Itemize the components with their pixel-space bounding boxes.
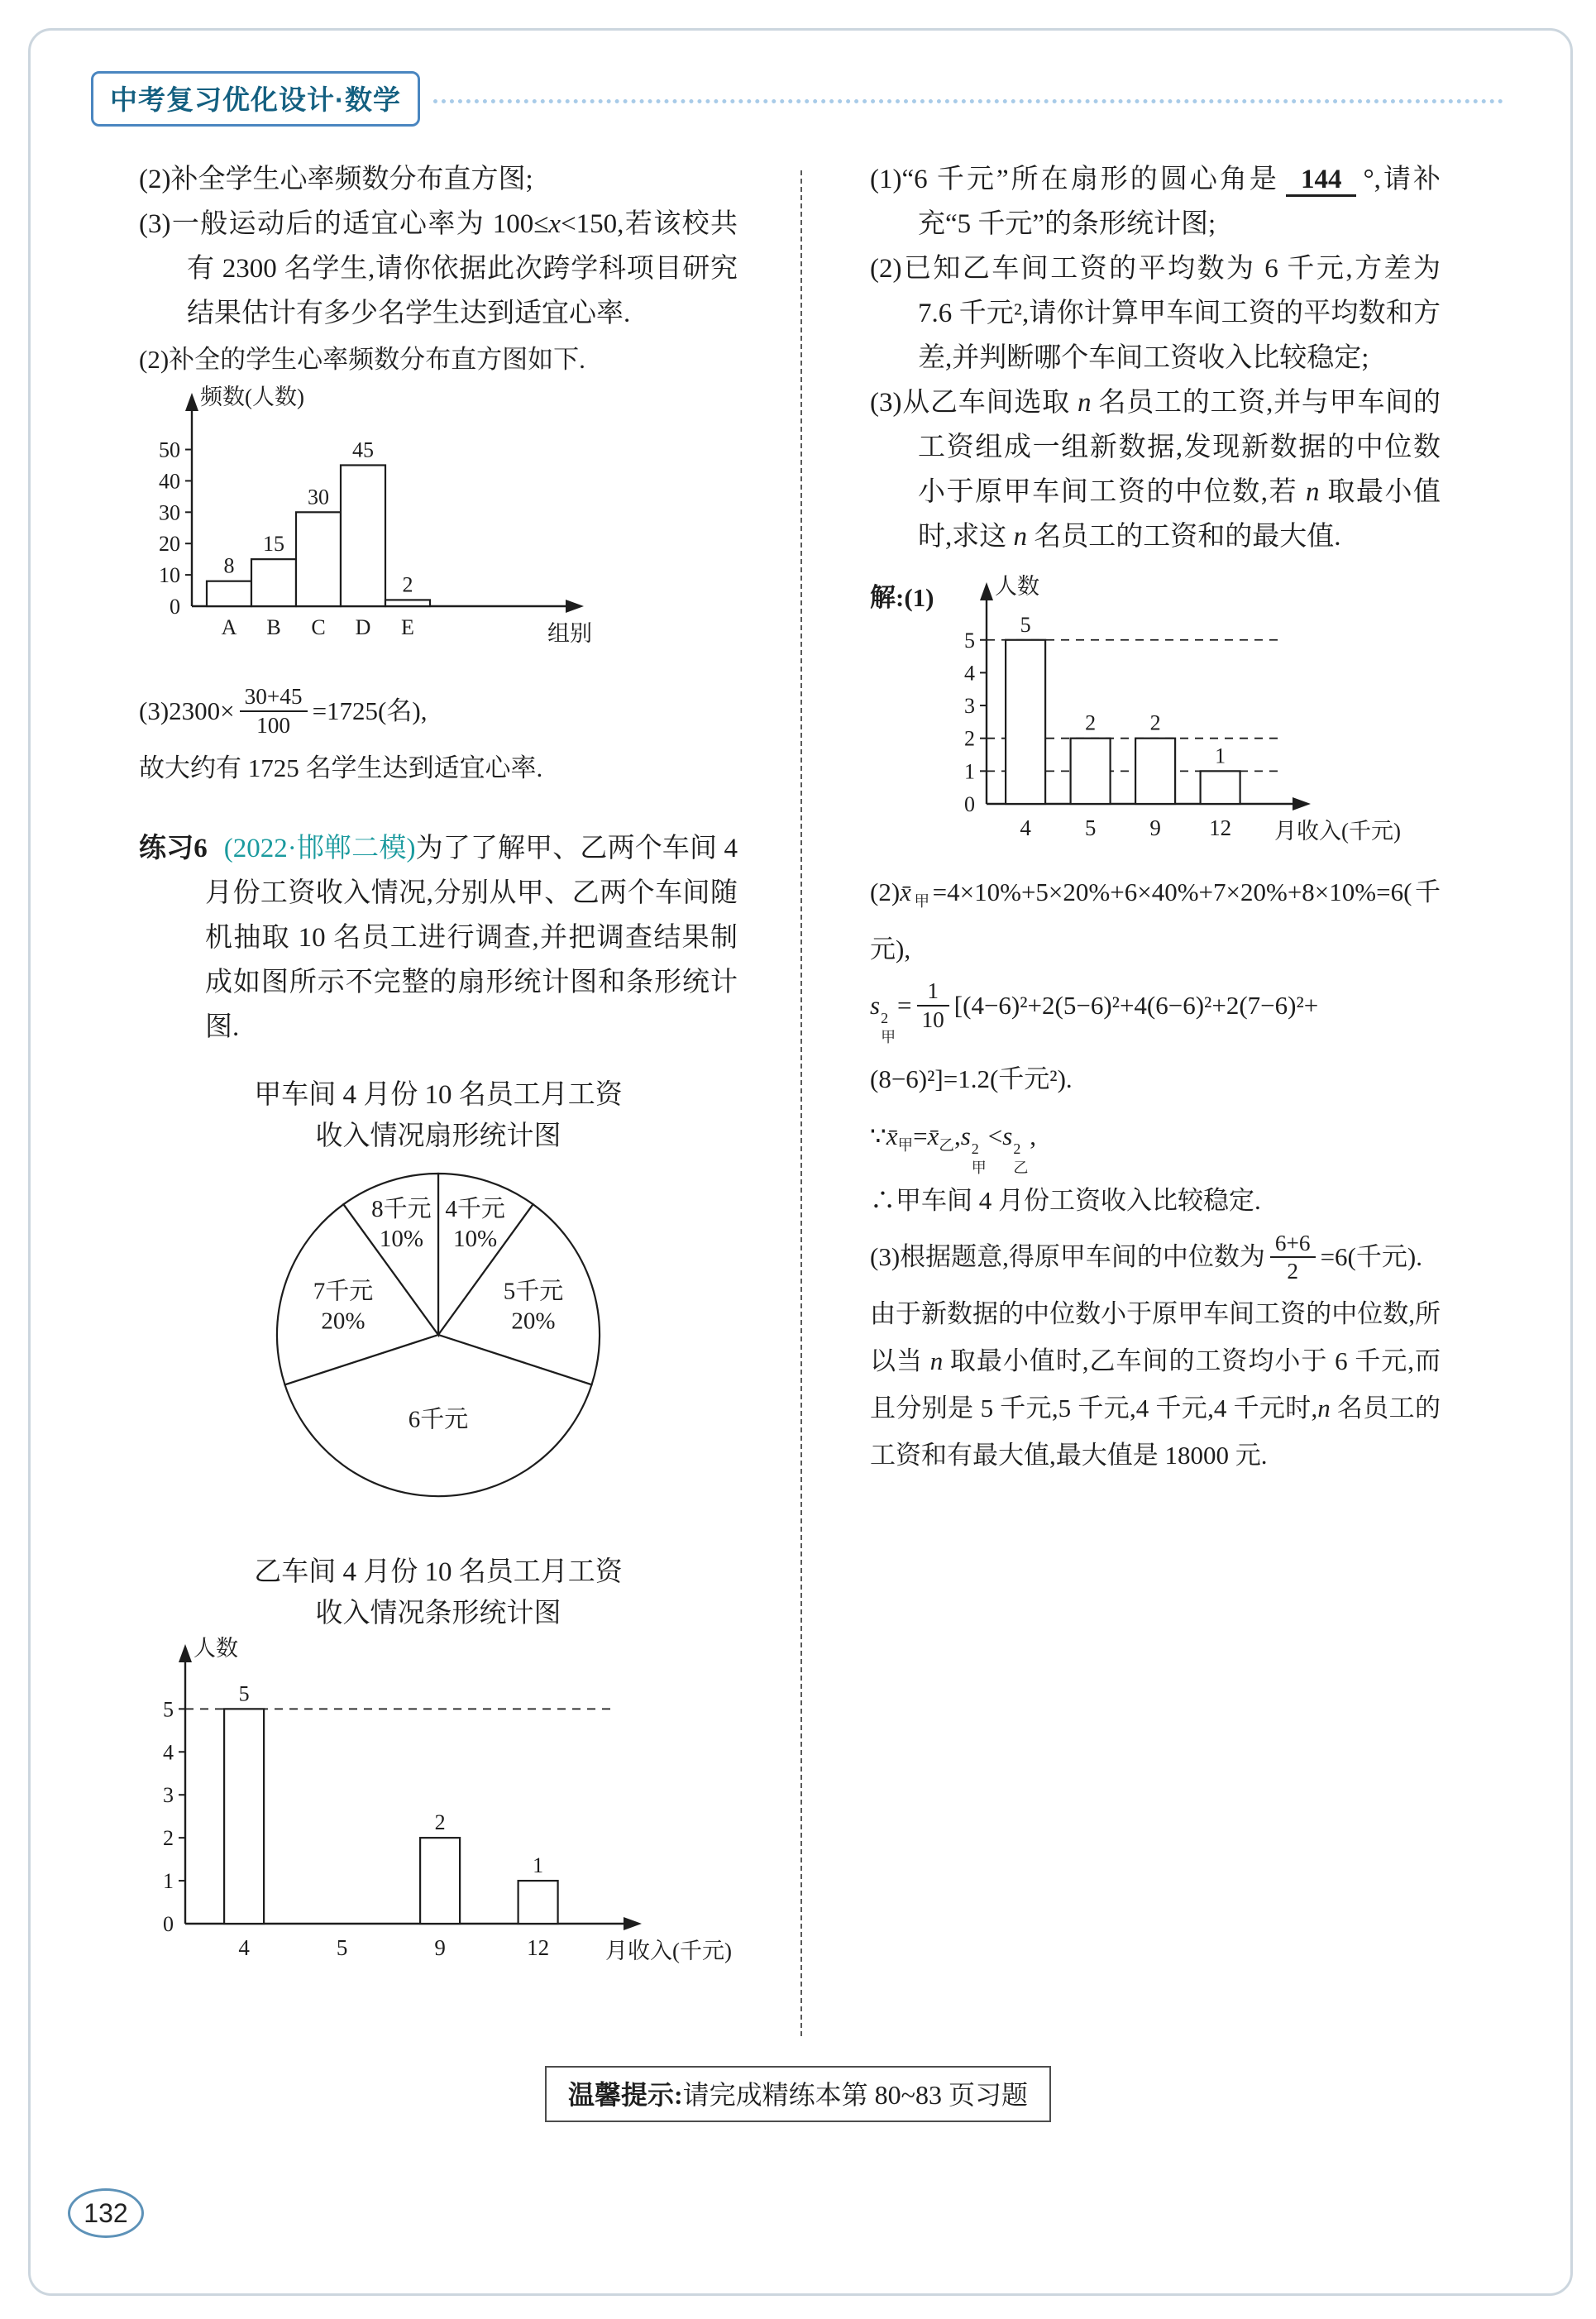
workshop-b-bar-chart: [139, 1634, 738, 1996]
pie-chart-title-line1: 甲车间 4 月份 10 名员工月工资: [254, 1080, 623, 1110]
svg-text:A: A: [221, 615, 237, 639]
exercise-label: 练习6: [139, 834, 208, 863]
footer-tip-label: 温馨提示:: [568, 2080, 683, 2110]
svg-text:0: 0: [170, 595, 180, 619]
svg-text:D: D: [355, 615, 371, 639]
svg-text:9: 9: [1149, 815, 1162, 840]
exercise-source: (2022·邯郸二模): [223, 834, 416, 863]
svg-text:1: 1: [533, 1853, 544, 1878]
question-item-2: (2)补全学生心率频数分布直方图;: [139, 165, 533, 194]
solution-3-median: (3)根据题意,得原甲车间的中位数为 $\frac{6+6}{2}$ =6(千元).: [870, 1230, 1422, 1284]
svg-text:0: 0: [163, 1912, 174, 1936]
workshop-a-pie-chart: [139, 1157, 738, 1527]
svg-text:E: E: [401, 615, 414, 639]
solution-3-conclusion: 由于新数据的中位数小于原甲车间工资的中位数,所以当 n 取最小值时,乙车间的工资均小于 6 千元,而且分别是 5 千元,5 千元,4 千元,4 千元时,n 名员工的工资和有最大值,最大值是 18000 元.: [870, 1299, 1441, 1470]
svg-text:12: 12: [1209, 815, 1232, 840]
svg-text:50: 50: [159, 438, 180, 462]
workshop-b-bar-svg: [139, 1634, 767, 1982]
answer-2-intro: (2)补全的学生心率频数分布直方图如下.: [139, 345, 585, 374]
completed-bar-chart-svg: [940, 572, 1436, 862]
solution-2-mean: $(2)x̄_甲=4\times 10\%+5\times 20\%+6\times 40\%+7\times 20\%+8\times 10\%=6$(千元),: [870, 877, 1441, 964]
question-item-3: (3)一般运动后的适宜心率为 100≤x<150,若该校共有 2300 名学生,请你依据此次跨学科项目研究结果估计有多少名学生达到适宜心率.: [139, 209, 738, 328]
svg-text:10: 10: [159, 563, 180, 588]
svg-text:0: 0: [964, 792, 976, 816]
exercise-6-paragraph: [139, 826, 738, 1050]
header-dotted-rule: [433, 99, 1503, 103]
svg-text:月收入(千元): 月收入(千元): [605, 1939, 732, 1963]
svg-text:5: 5: [238, 1681, 250, 1706]
svg-text:40: 40: [159, 469, 180, 494]
answer-3-conclusion: 故大约有 1725 名学生达到适宜心率.: [139, 753, 543, 782]
column-divider: [800, 170, 802, 2036]
workshop-a-pie-svg: [207, 1157, 670, 1513]
svg-text:12: 12: [527, 1935, 550, 1960]
heart-rate-histogram-svg: [139, 383, 635, 664]
svg-text:3: 3: [163, 1783, 174, 1808]
subquestion-2: (2)已知乙车间工资的平均数为 6 千元,方差为 7.6 千元²,请你计算甲车间工资的平均数和方差,并判断哪个车间工资收入比较稳定;: [870, 254, 1441, 373]
svg-text:1: 1: [163, 1869, 174, 1894]
subquestion-3: (3)从乙车间选取 n 名员工的工资,并与甲车间的工资组成一组新数据,发现新数据的中位数小于原甲车间工资的中位数,若 n 取最小值时,求这 n 名员工的工资和的最大值.: [870, 388, 1441, 552]
svg-text:5: 5: [163, 1697, 174, 1722]
bar-chart-title-line2: 收入情况条形统计图: [315, 1599, 561, 1628]
svg-text:2: 2: [163, 1826, 174, 1851]
svg-text:C: C: [311, 615, 326, 639]
footer-tip-text: 请完成精练本第 80~83 页习题: [682, 2080, 1028, 2110]
footer-tip-box: [545, 2066, 1051, 2122]
svg-text:频数(人数): 频数(人数): [200, 385, 304, 409]
heart-rate-histogram: [139, 383, 738, 678]
svg-text:8: 8: [223, 553, 235, 578]
svg-text:组别: 组别: [547, 621, 592, 646]
svg-text:2: 2: [1085, 710, 1097, 735]
answer-3-formula: (3)2300× $\frac{30+45}{100}$ =1725(名),: [139, 684, 428, 738]
svg-text:人数: 人数: [995, 574, 1040, 599]
svg-text:B: B: [266, 615, 281, 639]
svg-text:2: 2: [1150, 710, 1162, 735]
svg-text:30: 30: [159, 500, 180, 525]
svg-text:30: 30: [308, 485, 329, 509]
svg-text:5: 5: [1020, 612, 1032, 637]
svg-text:2: 2: [434, 1810, 446, 1835]
svg-text:3: 3: [964, 694, 976, 719]
pie-chart-title-line2: 收入情况扇形统计图: [315, 1121, 561, 1151]
solution-label: 解:(1): [870, 583, 934, 612]
right-column: [870, 157, 1441, 1479]
svg-text:9: 9: [434, 1935, 446, 1960]
svg-text:4: 4: [964, 661, 976, 686]
svg-text:1: 1: [1215, 744, 1226, 768]
svg-text:20: 20: [159, 532, 180, 557]
svg-text:4: 4: [1020, 815, 1032, 840]
bar-chart-title-line1: 乙车间 4 月份 10 名员工月工资: [254, 1557, 623, 1587]
svg-text:4千元10%: 4千元 10%: [445, 1195, 505, 1252]
svg-text:1: 1: [964, 759, 976, 784]
pie-chart-title: [139, 1074, 738, 1157]
svg-text:45: 45: [352, 438, 374, 462]
svg-text:2: 2: [402, 572, 413, 597]
solution-part-1: [870, 572, 1441, 862]
exercise-body: 为了了解甲、乙两个车间 4 月份工资收入情况,分别从甲、乙两个车间随机抽取 10 名员工进行调查,并把调查结果制成如图所示不完整的扇形统计图和条形统计图.: [205, 834, 738, 1042]
solution-2-conclusion: ∴甲车间 4 月份工资收入比较稳定.: [870, 1186, 1261, 1216]
solution-2-compare: $\because x̄_甲=x̄_乙,s$ 2 甲 <s 2 乙 ,: [870, 1121, 1037, 1176]
svg-text:2: 2: [964, 726, 976, 751]
svg-text:15: 15: [263, 532, 284, 557]
svg-text:4: 4: [163, 1740, 174, 1765]
svg-text:月收入(千元): 月收入(千元): [1274, 819, 1402, 844]
svg-text:5: 5: [336, 1935, 348, 1960]
svg-text:5: 5: [964, 628, 976, 653]
svg-text:6千元: 6千元: [408, 1406, 469, 1433]
svg-text:5千元20%: 5千元 20%: [503, 1278, 564, 1335]
solution-2-variance: s 2 甲 = $\frac{1}{10}$ [(4−6)²+2(5−6)²+4(6−6)²+2(7−6)²+(8−6)²]=1.2(千元²).: [870, 978, 1319, 1094]
svg-text:人数: 人数: [194, 1636, 238, 1661]
svg-text:5: 5: [1085, 815, 1097, 840]
svg-text:4: 4: [238, 1935, 250, 1960]
svg-text:8千元10%: 8千元 10%: [371, 1195, 432, 1252]
header-badge: 中考复习优化设计·数学: [91, 71, 420, 127]
bar-chart-title: [139, 1552, 738, 1634]
left-column: [139, 157, 738, 1996]
page-header: [91, 71, 1503, 127]
page-number: 132: [68, 2188, 144, 2238]
svg-text:7千元20%: 7千元 20%: [313, 1278, 374, 1335]
subquestion-1: (1)“6 千元”所在扇形的圆心角是 144 °,请补充“5 千元”的条形统计图;: [870, 165, 1441, 239]
